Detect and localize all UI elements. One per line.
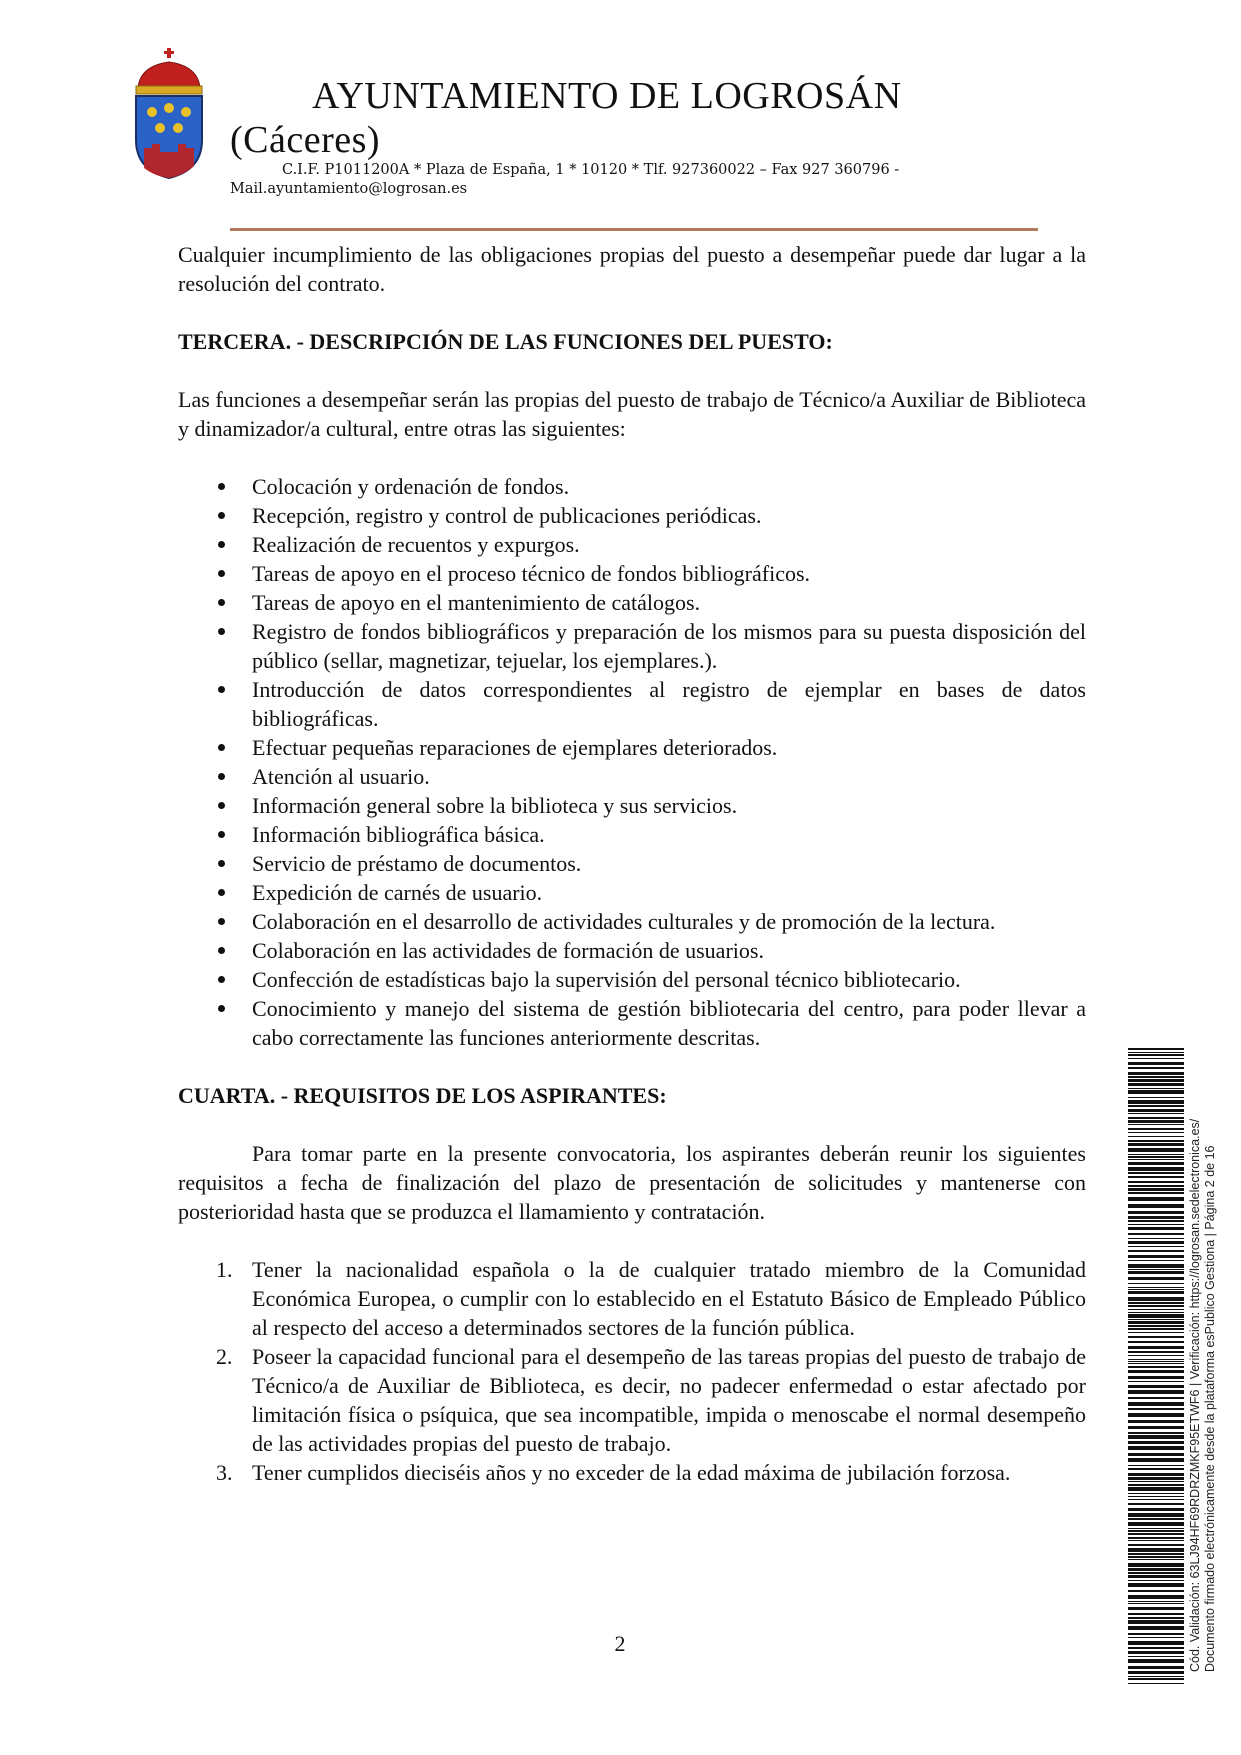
barcode-bar: [1128, 1656, 1184, 1657]
barcode-bar: [1128, 1058, 1184, 1059]
barcode-bar: [1128, 1572, 1184, 1574]
section-heading-tercera: TERCERA. - DESCRIPCIÓN DE LAS FUNCIONES DEL PUESTO:: [178, 329, 833, 354]
bullet-icon: [218, 831, 225, 838]
barcode-bar: [1128, 1067, 1184, 1069]
barcode-bar: [1128, 1666, 1184, 1669]
barcode-bar: [1128, 1109, 1184, 1112]
barcode-bar: [1128, 1238, 1184, 1239]
barcode-bar: [1128, 1633, 1184, 1635]
barcode-bar: [1128, 1181, 1184, 1183]
barcode-bar: [1128, 1054, 1184, 1056]
organization-subtitle: (Cáceres): [230, 119, 381, 161]
barcode-bar: [1128, 1601, 1184, 1602]
function-list-item: [178, 820, 1086, 849]
bullet-icon: [218, 512, 225, 519]
barcode-bar: [1128, 1522, 1184, 1526]
barcode-bar: [1128, 1583, 1184, 1587]
barcode-bar: [1128, 1496, 1184, 1497]
barcode-bar: [1128, 1159, 1184, 1160]
barcode-bar: [1128, 1097, 1184, 1098]
barcode-bar: [1128, 1590, 1184, 1592]
barcode-bar: [1128, 1544, 1184, 1546]
barcode-bar: [1128, 1309, 1184, 1310]
barcode-bar: [1128, 1408, 1184, 1410]
barcode-bar: [1128, 1204, 1184, 1208]
barcode-bar: [1128, 1302, 1184, 1304]
barcode-bar: [1128, 1647, 1184, 1649]
function-list-item: [178, 878, 1086, 907]
barcode-bar: [1128, 1575, 1184, 1578]
bullet-icon: [218, 889, 225, 896]
barcode-bar: [1128, 1435, 1184, 1439]
barcode-bar: [1128, 1211, 1184, 1214]
barcode-bar: [1128, 1683, 1184, 1684]
function-list-item: [178, 849, 1086, 878]
barcode-bar: [1128, 1241, 1184, 1244]
barcode-bar: [1128, 1250, 1184, 1252]
function-list-text: Colaboración en el desarrollo de actividades culturales y de promoción de la lectura.: [252, 909, 996, 934]
barcode-bar: [1128, 1530, 1184, 1532]
barcode-bar: [1128, 1553, 1184, 1555]
bullet-icon: [218, 599, 225, 606]
barcode-bar: [1128, 1473, 1184, 1476]
barcode-bar: [1128, 1499, 1184, 1500]
function-list-item: [178, 936, 1086, 965]
barcode-bar: [1128, 1100, 1184, 1104]
barcode-bar: [1128, 1458, 1184, 1462]
function-list-text: Información bibliográfica básica.: [252, 822, 545, 847]
barcode-bar: [1128, 1289, 1184, 1290]
barcode-bar: [1128, 1124, 1184, 1125]
function-list-item: [178, 994, 1086, 1052]
barcode-bar: [1128, 1079, 1184, 1082]
barcode-bar: [1128, 1136, 1184, 1137]
function-list-text: Expedición de carnés de usuario.: [252, 880, 543, 905]
validation-line-1: Cód. Validación: 63LJ94HF69RDRZMKF95ETWF6 | Verificación: https://logrosan.sedelectronica.es/: [1188, 1118, 1202, 1672]
organization-address: C.I.F. P1011200A * Plaza de España, 1 * 10120 * Tlf. 927360022 – Fax 927 360796 -: [282, 162, 900, 178]
barcode-bar: [1128, 1083, 1184, 1086]
function-list-text: Confección de estadísticas bajo la supervisión del personal técnico bibliotecario.: [252, 967, 961, 992]
barcode-bar: [1128, 1613, 1184, 1615]
barcode-bar: [1128, 1264, 1184, 1268]
barcode-bar: [1128, 1224, 1184, 1225]
barcode-bar: [1128, 1441, 1184, 1444]
barcode-bar: [1128, 1351, 1184, 1353]
barcode-icon: [1128, 1048, 1184, 1684]
barcode-bar: [1128, 1477, 1184, 1480]
barcode-bar: [1128, 1088, 1184, 1089]
barcode-bar: [1128, 1493, 1184, 1494]
barcode-bar: [1128, 1659, 1184, 1663]
barcode-bar: [1128, 1620, 1184, 1624]
bullet-icon: [218, 570, 225, 577]
barcode-bar: [1128, 1366, 1184, 1368]
requirements-list: [178, 1255, 1086, 1487]
barcode-bar: [1128, 1090, 1184, 1094]
function-list-item: [178, 501, 1086, 530]
barcode-bar: [1128, 1355, 1184, 1356]
requirement-list-item: [178, 1458, 1086, 1487]
bullet-icon: [218, 686, 225, 693]
barcode-bar: [1128, 1603, 1184, 1604]
validation-line-2: Documento firmado electrónicamente desde la plataforma esPublico Gestiona | Página 2 de 16: [1203, 1145, 1217, 1672]
barcode-bar: [1128, 1052, 1184, 1053]
barcode-bar: [1128, 1283, 1184, 1284]
barcode-bar: [1128, 1413, 1184, 1417]
barcode-bar: [1128, 1513, 1184, 1517]
barcode-bar: [1128, 1216, 1184, 1219]
barcode-bar: [1128, 1426, 1184, 1429]
function-list-text: Colocación y ordenación de fondos.: [252, 474, 570, 499]
function-list-text: Registro de fondos bibliográficos y preparación de los mismos para su puesta disposición del público (sellar, magnetizar, tejuelar, los ejemplares.).: [252, 619, 1086, 673]
function-list-item: [178, 733, 1086, 762]
barcode-bar: [1128, 1113, 1184, 1114]
barcode-bar: [1128, 1346, 1184, 1349]
barcode-bar: [1128, 1446, 1184, 1450]
bullet-icon: [218, 1005, 225, 1012]
barcode-bar: [1128, 1105, 1184, 1107]
barcode-bar: [1128, 1503, 1184, 1505]
barcode-bar: [1128, 1568, 1184, 1571]
requirement-number: 3.: [216, 1460, 233, 1485]
municipal-coat-of-arms-icon: [130, 48, 208, 180]
function-list-item: [178, 617, 1086, 675]
barcode-bar: [1128, 1381, 1184, 1382]
barcode-bar: [1128, 1291, 1184, 1294]
bullet-icon: [218, 483, 225, 490]
barcode-bar: [1128, 1154, 1184, 1155]
functions-list: [178, 472, 1086, 1052]
barcode-bar: [1128, 1484, 1184, 1486]
barcode-bar: [1128, 1580, 1184, 1581]
function-list-item: [178, 559, 1086, 588]
barcode-bar: [1128, 1319, 1184, 1320]
barcode-bar: [1128, 1271, 1184, 1274]
barcode-bar: [1128, 1143, 1184, 1146]
requirement-list-item: [178, 1255, 1086, 1342]
barcode-bar: [1128, 1185, 1184, 1187]
bullet-icon: [218, 628, 225, 635]
barcode-bar: [1128, 1385, 1184, 1388]
bullet-icon: [218, 802, 225, 809]
barcode-bar: [1128, 1120, 1184, 1123]
intro-paragraph: Cualquier incumplimiento de las obligaciones propias del puesto a desempeñar puede dar lugar a la resolución del contrato.: [178, 242, 1086, 296]
barcode-bar: [1128, 1481, 1184, 1482]
barcode-bar: [1128, 1260, 1184, 1261]
barcode-bar: [1128, 1559, 1184, 1560]
function-list-text: Introducción de datos correspondientes al registro de ejemplar en bases de datos bibliográficas.: [252, 677, 1086, 731]
function-list-text: Efectuar pequeñas reparaciones de ejemplares deteriorados.: [252, 735, 778, 760]
barcode-bar: [1128, 1637, 1184, 1638]
barcode-bar: [1128, 1227, 1184, 1230]
organization-title: AYUNTAMIENTO DE LOGROSÁN: [312, 75, 902, 117]
function-list-text: Tareas de apoyo en el mantenimiento de catálogos.: [252, 590, 701, 615]
barcode-bar: [1128, 1233, 1184, 1235]
function-list-item: [178, 530, 1086, 559]
function-list-item: [178, 588, 1086, 617]
function-list-text: Tareas de apoyo en el proceso técnico de fondos bibliográficos.: [252, 561, 811, 586]
requirement-list-item: [178, 1342, 1086, 1458]
barcode-bar: [1128, 1269, 1184, 1270]
barcode-bar: [1128, 1312, 1184, 1313]
function-list-item: [178, 791, 1086, 820]
barcode-bar: [1128, 1508, 1184, 1511]
bullet-icon: [218, 541, 225, 548]
barcode-bar: [1128, 1420, 1184, 1423]
section-lead-cuarta: Para tomar parte en la presente convocatoria, los aspirantes deberán reunir los siguientes requisitos a fecha de finalización del plazo de presentación de solicitudes y mantenerse con posterioridad hasta que se produzca el llamamiento y contratación.: [178, 1141, 1086, 1224]
barcode-bar: [1128, 1563, 1184, 1567]
barcode-bar: [1128, 1167, 1184, 1171]
validation-text: [1188, 1112, 1218, 1672]
barcode-bar: [1128, 1617, 1184, 1619]
barcode-bar: [1128, 1076, 1184, 1078]
barcode-bar: [1128, 1607, 1184, 1610]
barcode-bar: [1128, 1453, 1184, 1456]
barcode-bar: [1128, 1359, 1184, 1360]
document-body: [178, 240, 1086, 1487]
bullet-icon: [218, 976, 225, 983]
barcode-bar: [1128, 1128, 1184, 1130]
bullet-icon: [218, 947, 225, 954]
function-list-text: Conocimiento y manejo del sistema de gestión bibliotecaria del centro, para poder llevar a cabo correctamente las funciones anteriormente descritas.: [252, 996, 1086, 1050]
barcode-bar: [1128, 1117, 1184, 1119]
function-list-item: [178, 675, 1086, 733]
requirement-text: Tener cumplidos dieciséis años y no exceder de la edad máxima de jubilación forzosa.: [252, 1460, 1011, 1485]
barcode-bar: [1128, 1197, 1184, 1201]
barcode-bar: [1128, 1465, 1184, 1466]
barcode-bar: [1128, 1390, 1184, 1394]
barcode-bar: [1128, 1277, 1184, 1280]
function-list-item: [178, 907, 1086, 936]
barcode-bar: [1128, 1397, 1184, 1399]
barcode-bar: [1128, 1332, 1184, 1333]
barcode-bar: [1128, 1297, 1184, 1301]
section-heading-cuarta: CUARTA. - REQUISITOS DE LOS ASPIRANTES:: [178, 1083, 667, 1108]
barcode-bar: [1128, 1518, 1184, 1520]
function-list-item: [178, 472, 1086, 501]
barcode-bar: [1128, 1641, 1184, 1645]
barcode-bar: [1128, 1361, 1184, 1362]
header-divider: [230, 228, 1038, 231]
barcode-bar: [1128, 1548, 1184, 1552]
barcode-bar: [1128, 1148, 1184, 1152]
barcode-bar: [1128, 1370, 1184, 1373]
barcode-bar: [1128, 1255, 1184, 1258]
barcode-bar: [1128, 1671, 1184, 1674]
barcode-bar: [1128, 1341, 1184, 1343]
requirement-number: 2.: [216, 1344, 233, 1369]
barcode-bar: [1128, 1528, 1184, 1529]
barcode-bar: [1128, 1328, 1184, 1330]
barcode-bar: [1128, 1188, 1184, 1191]
barcode-bar: [1128, 1376, 1184, 1379]
barcode-bar: [1128, 1595, 1184, 1599]
barcode-bar: [1128, 1678, 1184, 1680]
barcode-bar: [1128, 1325, 1184, 1327]
function-list-text: Información general sobre la biblioteca y sus servicios.: [252, 793, 738, 818]
barcode-bar: [1128, 1220, 1184, 1222]
barcode-bar: [1128, 1651, 1184, 1654]
barcode-bar: [1128, 1062, 1184, 1065]
barcode-bar: [1128, 1336, 1184, 1338]
requirement-text: Tener la nacionalidad española o la de cualquier tratado miembro de la Comunidad Económica Europea, o cumplir con lo establecido en el Estatuto Básico de Empleado Público al respecto del acceso a determinados sectores de la función pública.: [252, 1257, 1086, 1340]
barcode-bar: [1128, 1321, 1184, 1324]
function-list-item: [178, 762, 1086, 791]
barcode-bar: [1128, 1305, 1184, 1307]
section-lead-tercera: Las funciones a desempeñar serán las propias del puesto de trabajo de Técnico/a Auxiliar de Biblioteca y dinamizador/a cultural, entre otras las siguientes:: [178, 387, 1086, 441]
barcode-bar: [1128, 1192, 1184, 1194]
barcode-bar: [1128, 1468, 1184, 1470]
bullet-icon: [218, 773, 225, 780]
barcode-bar: [1128, 1487, 1184, 1491]
barcode-bar: [1128, 1132, 1184, 1133]
barcode-bar: [1128, 1072, 1184, 1075]
function-list-text: Servicio de préstamo de documentos.: [252, 851, 582, 876]
barcode-bar: [1128, 1162, 1184, 1165]
barcode-bar: [1128, 1287, 1184, 1288]
barcode-bar: [1128, 1540, 1184, 1541]
barcode-bar: [1128, 1246, 1184, 1247]
barcode-bar: [1128, 1432, 1184, 1434]
barcode-bar: [1128, 1176, 1184, 1178]
function-list-item: [178, 965, 1086, 994]
bullet-icon: [218, 918, 225, 925]
bullet-icon: [218, 860, 225, 867]
barcode-bar: [1128, 1626, 1184, 1630]
function-list-text: Recepción, registro y control de publicaciones periódicas.: [252, 503, 762, 528]
function-list-text: Atención al usuario.: [252, 764, 430, 789]
barcode-bar: [1128, 1363, 1184, 1364]
barcode-bar: [1128, 1402, 1184, 1406]
barcode-bar: [1128, 1140, 1184, 1142]
barcode-bar: [1128, 1676, 1184, 1677]
bullet-icon: [218, 744, 225, 751]
requirement-text: Poseer la capacidad funcional para el desempeño de las tareas propias del puesto de trabajo de Técnico/a de Auxiliar de Biblioteca, es decir, no padecer enfermedad o estar afectado por limitación física o psíquica, que sea incompatible, impida o menoscabe el normal desempeño de las actividades propias del puesto de trabajo.: [252, 1344, 1086, 1456]
function-list-text: Realización de recuentos y expurgos.: [252, 532, 580, 557]
barcode-bar: [1128, 1533, 1184, 1535]
page-number: 2: [614, 1631, 626, 1656]
barcode-bar: [1128, 1172, 1184, 1174]
barcode-bar: [1128, 1537, 1184, 1539]
barcode-bar: [1128, 1048, 1184, 1050]
barcode-bar: [1128, 1156, 1184, 1158]
barcode-bar: [1128, 1314, 1184, 1318]
barcode-bar: [1128, 1556, 1184, 1558]
requirement-number: 1.: [216, 1257, 233, 1282]
function-list-text: Colaboración en las actividades de formación de usuarios.: [252, 938, 764, 963]
organization-email: Mail.ayuntamiento@logrosan.es: [230, 181, 468, 197]
